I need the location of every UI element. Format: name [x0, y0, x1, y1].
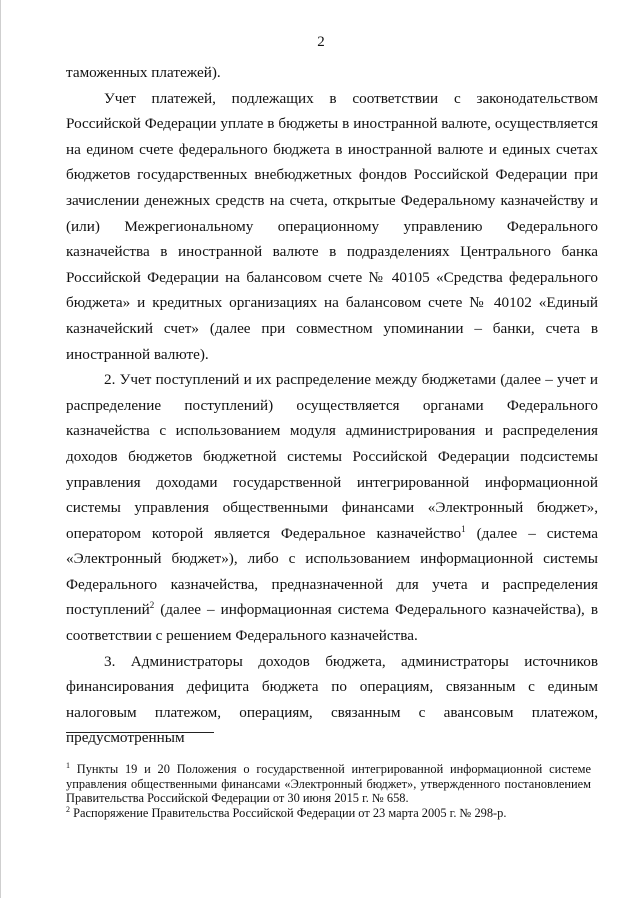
footnote-1-text: Пункты 19 и 20 Положения о государственной интегрированной информационной системе управления общественными финансами «Электронный бюджет», утвержденного постановлением Правительства Российской Федерации от 30 июня 2015 г. № 658. — [66, 762, 591, 806]
paragraph-item-2-text-a: 2. Учет поступлений и их распределение между бюджетами (далее – учет и распределение поступлений) осуществляется органами Федерального казначейства с использованием модуля администрирования и распределения доходов бюджетов бюджетной системы Российской Федерации подсистемы управления доходами государственной интегрированной информационной системы управления общественными финансами «Электронный бюджет», оператором которой является Федеральное казначейство — [66, 371, 598, 542]
page-number: 2 — [317, 34, 325, 50]
footnote-1-number: 1 — [66, 760, 70, 770]
footnote-1 — [66, 762, 591, 806]
footnote-ref-1: 1 — [461, 523, 466, 534]
paragraph-foreign-currency: Учет платежей, подлежащих в соответствии с законодательством Российской Федерации уплате в бюджеты в иностранной валюте, осуществляется на едином счете федерального бюджета в иностранной валюте и единых счетах бюджетов государственных внебюджетных фондов Российской Федерации при зачислении денежных средств на счета, открытые Федеральному казначейству и (или) Межрегиональному операционному управлению Федерального казначейства в иностранной валюте в подразделениях Центрального банка Российской Федерации на балансовом счете № 40105 «Средства федерального бюджета» и кредитных организациях на балансовом счете № 40102 «Единый казначейский счет» (далее при совместном упоминании – банки, счета в иностранной валюте). — [66, 89, 598, 363]
paragraph-item-3: 3. Администраторы доходов бюджета, администраторы источников финансирования дефицита бюджета по операциям, связанным с единым налоговым платежом, операциям, связанным с авансовым платежом, предусмотренным — [66, 652, 598, 747]
footnotes — [66, 762, 591, 820]
document-body — [66, 60, 598, 751]
footnote-ref-2: 2 — [149, 600, 155, 611]
footnote-2 — [66, 806, 591, 821]
footnote-separator — [66, 732, 214, 733]
paragraph-continuation: таможенных платежей). — [66, 64, 221, 81]
paragraph-item-2-text-b: (далее – система «Электронный бюджет»), либо с использованием информационной системы Федерального казначейства, предназначенной для учета и распределения поступлений — [66, 524, 598, 619]
footnote-2-text: Распоряжение Правительства Российской Федерации от 23 марта 2005 г. № 298-р. — [70, 805, 507, 820]
paragraph-item-2-text-c: (далее – информационная система Федерального казначейства), в соответствии с решением Федерального казначейства. — [66, 601, 598, 645]
footnote-2-number: 2 — [66, 804, 70, 814]
paragraph-item-2 — [66, 367, 598, 649]
